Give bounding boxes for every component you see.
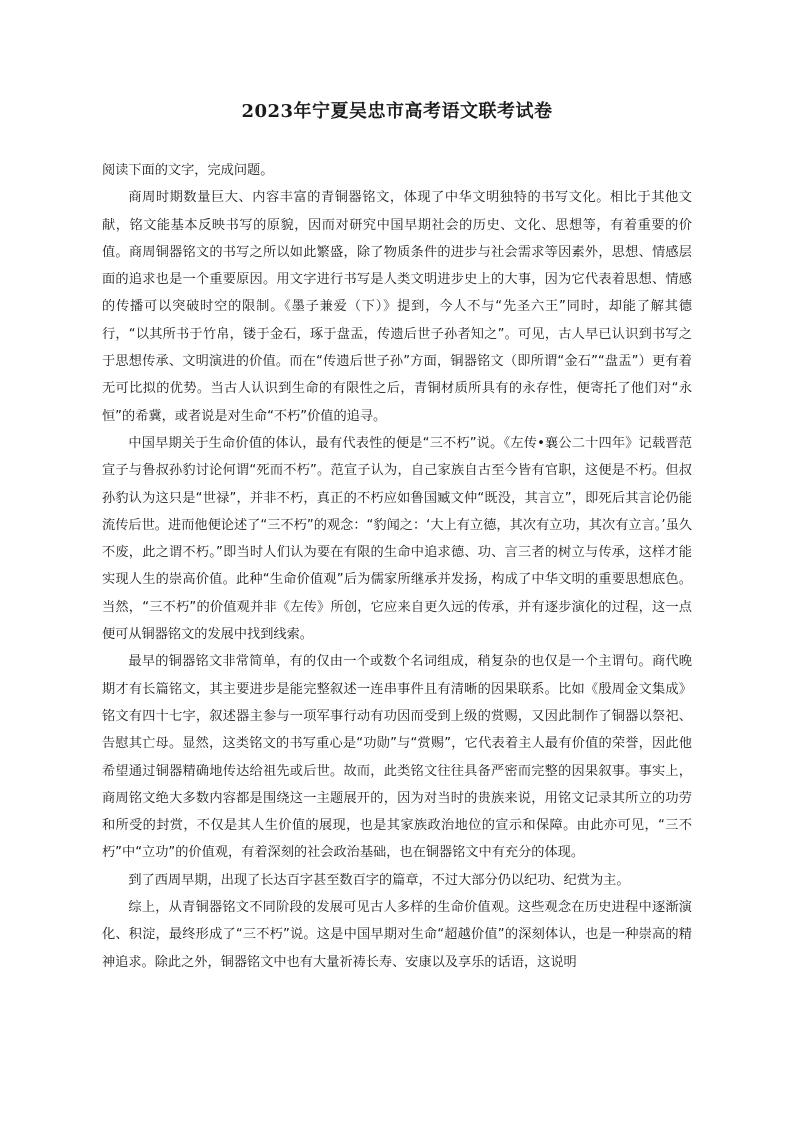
- instruction-text: 阅读下面的文字，完成问题。: [102, 163, 274, 178]
- document-body: [102, 157, 692, 976]
- paragraph-5: 综上，从青铜器铭文不同阶段的发展可见古人多样的生命价值观。这些观念在历史进程中逐渐演化、积淀，最终形成了“三不朽”说。这是中国早期对生命“超越价值”的深刻体认，也是一种崇高的精神追求。除此之外，铜器铭文中也有大量祈祷长寿、安康以及享乐的话语，这说明: [102, 900, 692, 970]
- paragraph-2: 中国早期关于生命价值的体认，最有代表性的便是“三不朽”说。《左传•襄公二十四年》记载晋范宣子与鲁叔孙豹讨论何谓“死而不朽”。范宣子认为，自己家族自古至今皆有官职，这便是不朽。但叔孙豹认为这只是“世禄”，并非不朽，真正的不朽应如鲁国臧文仲“既没，其言立”，即死后其言论仍能流传后世。进而他便论述了“三不朽”的观念：“豹闻之：‘大上有立德，其次有立功，其次有立言。’虽久不废，此之谓不朽。”即当时人们认为要在有限的生命中追求德、功、言三者的树立与传承，这样才能实现人生的崇高价值。此种“生命价值观”后为儒家所继承并发扬，构成了中华文明的重要思想底色。当然，“三不朽”的价值观并非《左传》所创，它应来自更久远的传承，并有逐步演化的过程，这一点便可从铜器铭文的发展中找到线索。: [102, 435, 692, 643]
- paragraph-3: 最早的铜器铭文非常简单，有的仅由一个或数个名词组成，稍复杂的也仅是一个主谓句。商代晚期才有长篇铭文，其主要进步是能完整叙述一连串事件且有清晰的因果联系。比如《殷周金文集成》铭文有四十七字，叙述器主参与一项军事行动有功因而受到上级的赏赐，又因此制作了铜器以祭祀、告慰其亡母。显然，这类铭文的书写重心是“功勋”与“赏赐”，它代表着主人最有价值的荣誉，因此他希望通过铜器精确地传达给祖先或后世。故而，此类铭文往往具备严密而完整的因果叙事。事实上，商周铭文绝大多数内容都是围绕这一主题展开的，因为对当时的贵族来说，用铭文记录其所立的功劳和所受的封赏，不仅是其人生价值的展现，也是其家族政治地位的宣示和保障。由此亦可见，“三不朽”中“立功”的价值观，有着深刻的社会政治基础，也在铜器铭文中有充分的体现。: [102, 654, 692, 861]
- document-title: 2023年宁夏吴忠市高考语文联考试卷: [241, 101, 553, 122]
- paragraph-1: 商周时期数量巨大、内容丰富的青铜器铭文，体现了中华文明独特的书写文化。相比于其他文献，铭文能基本反映书写的原貌，因而对研究中国早期社会的历史、文化、思想等，有着重要的价值。商周铜器铭文的书写之所以如此繁盛，除了物质条件的进步与社会需求等因素外，思想、情感层面的追求也是一个重要原因。用文字进行书写是人类文明进步史上的大事，因为它代表着思想、情感的传播可以突破时空的限制。《墨子兼爱（下）》提到，今人不与“先圣六王”同时，却能了解其德行，“以其所书于竹帛，镂于金石，琢于盘盂，传遗后世子孙者知之”。可见，古人早已认识到书写之于思想传承、文明演进的价值。而在“传遗后世子孙”方面，铜器铭文（即所谓“金石”“盘盂”）更有着无可比拟的优势。当古人认识到生命的有限性之后，青铜材质所具有的永存性，便寄托了他们对“永恒”的希冀，或者说是对生命“不朽”价值的追寻。: [102, 190, 692, 424]
- paragraph-4: 到了西周早期，出现了长达百字甚至数百字的篇章，不过大部分仍以纪功、纪赏为主。: [128, 872, 630, 888]
